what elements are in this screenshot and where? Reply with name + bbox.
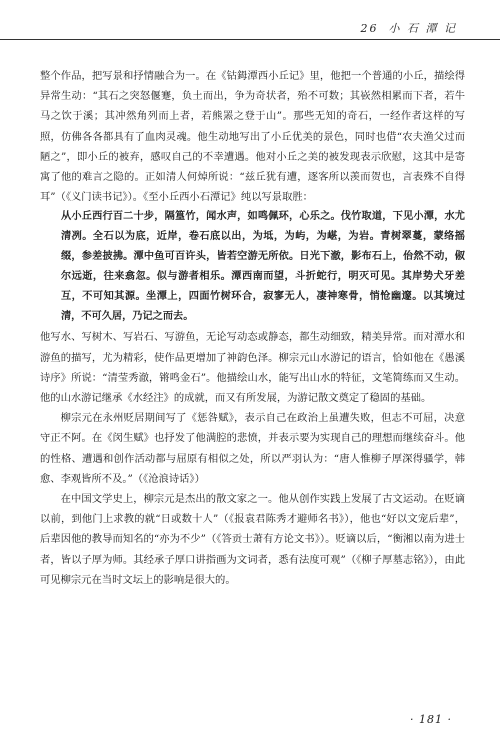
paragraph-2: 他写水、写树木、写岩石、写游鱼，无论写动态或静态，都生动细致，精美异常。而对潭水和游鱼的描写，尤为精彩，使作品更增加了神韵色泽。柳宗元山水游记的语言，恰如他在《愚溪诗序》所说：“清莹秀澈，锵鸣金石”。他描绘山水，能写出山水的特征，文笔简练而又生动。他的山水游记继承《水经注》的成就，而又有所发展，为游记散文奠定了稳固的基础。 <box>40 331 465 405</box>
running-header <box>0 18 500 40</box>
header-text <box>361 20 458 36</box>
header-page-number: 26 <box>360 22 379 35</box>
paragraph-4: 在中国文学史上，柳宗元是杰出的散文家之一。他从创作实践上发展了古文运动。在贬谪以前，到他门上求教的就“日或数十人”（《报袁君陈秀才避师名书》），他也“好以文宠后辈”，后辈因他的教导而知名的“亦为不少”（《答贡士萧有方论文书》）。贬谪以后，“衡湘以南为进士者，皆以子厚为师。其经承子厚口讲指画为文词者，悉有法度可观”（《柳子厚墓志铭》），由此可见柳宗元在当时文坛上的影响是很大的。 <box>40 493 465 586</box>
paragraph-3: 柳宗元在永州贬居期间写了《惩咎赋》，表示自己在政治上虽遭失败，但志不可屈，决意守正不阿。在《闵生赋》也抒发了他满腔的悲愤，并表示要为实现自己的理想而继续奋斗。他的性格、遭遇和创作活动都与屈原有相似之处，所以严羽认为：“唐人惟柳子厚深得骚学，韩愈、李观皆所不及。”（《沧浪诗话》） <box>40 412 465 485</box>
block-quote: 从小丘西行百二十步，隔篁竹，闻水声，如鸣佩环，心乐之。伐竹取道，下见小潭，水尤清冽。全石以为底，近岸，卷石底以出，为坻，为屿，为嵁，为岩。青树翠蔓，蒙络摇缀，参差披拂。潭中鱼可百许头，皆若空游无所依。日光下澈，影布石上，佁然不动，俶尔远逝，往来翕忽。似与游者相乐。潭西南而望，斗折蛇行，明灭可见。其岸势犬牙差互，不可知其源。坐潭上，四面竹树环合，寂寥无人，凄神寒骨，悄怆幽邃。以其境过清，不可久居，乃记之而去。 <box>61 211 465 323</box>
header-rule <box>0 39 500 40</box>
header-title: 小 石 潭 记 <box>388 22 457 35</box>
page-number: · 181 · <box>410 713 452 726</box>
paragraph-1: 整个作品，把写景和抒情融合为一。在《钴鉧潭西小丘记》里，他把一个普通的小丘，描绘得异常生动：“其石之突怒偃蹇，负土而出，争为奇状者，殆不可数；其嵚然相累而下者，若牛马之饮于溪；其冲然角列而上者，若熊罴之登于山”。那些无知的奇石，一经作者这样的写照，仿佛各各都具有了血肉灵魂。他生动地写出了小丘优美的景色，同时也借“农夫渔父过而陋之”，即小丘的被弃，感叹自己的不幸遭遇。他对小丘之美的被发现表示欣慰，这其中是寄寓了他的难言之隐的。正如清人何焯所说：“兹丘犹有遭，逐客所以羡而贺也，言表殊不自得耳”（《义门读书记》）。《至小丘西小石潭记》纯以写景取胜： <box>40 70 465 204</box>
page-body <box>40 66 465 590</box>
